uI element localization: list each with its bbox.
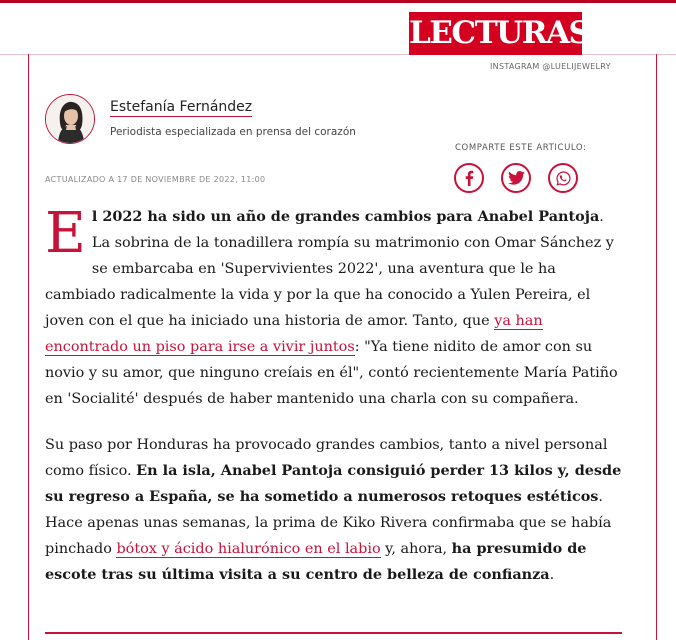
article-body xyxy=(45,201,625,608)
share-label: COMPARTE ESTE ARTICULO: xyxy=(455,143,587,153)
article-paragraph xyxy=(45,432,625,588)
updated-timestamp: ACTUALIZADO A 17 DE NOVIEMBRE DE 2022, 11:00 xyxy=(45,175,266,184)
author-role: Periodista especializada en prensa del corazón xyxy=(110,126,356,138)
article-text: . xyxy=(549,567,555,583)
content-border-right xyxy=(656,54,657,640)
article-paragraph xyxy=(45,201,625,412)
whatsapp-icon xyxy=(555,170,572,187)
content-border-left xyxy=(28,54,29,640)
photo-credit: INSTAGRAM @LUELIJEWELRY xyxy=(490,62,611,71)
article-text: . La sobrina de la tonadillera rompía su matrimonio con Omar Sánchez y se embarcaba en 'Supervivientes 2022', una aventura que le ha cambiado radicalmente la vida y por la que ha conocido a Yulen Pereira, el joven con el que ha iniciado una historia de amor. Tanto, que xyxy=(45,209,614,329)
facebook-icon xyxy=(462,170,476,186)
site-logo[interactable]: LECTURAS xyxy=(409,12,582,55)
article-bold-text: En la isla, Anabel Pantoja consiguió perder 13 kilos y, desde su regreso a España, se ha sometido a numerosos retoques estéticos xyxy=(45,462,622,505)
article-text: y, ahora, xyxy=(380,541,452,557)
share-twitter-button[interactable] xyxy=(501,163,531,193)
article-text: . Hace apenas unas semanas, la prima de Kiko Rivera confirmaba que se había pinchado xyxy=(45,489,612,557)
top-accent-rule xyxy=(0,0,676,3)
article-lead-bold: l 2022 ha sido un año de grandes cambios para Anabel Pantoja xyxy=(91,208,600,225)
share-whatsapp-button[interactable] xyxy=(548,163,578,193)
author-photo-icon xyxy=(46,95,95,144)
article-link-botox[interactable]: bótox y ácido hialurónico en el labio xyxy=(116,541,381,557)
twitter-icon xyxy=(508,171,525,185)
article-bold-text: ha presumido de escote tras su última visita a su centro de belleza de confianza xyxy=(45,540,587,583)
article-text: : "Ya tiene nidito de amor con su novio y su amor, que ninguno creíais en él", contó recientemente María Patiño en 'Socialité' después de haber mantenido una charla con su compañera. xyxy=(45,339,618,407)
author-name[interactable]: Estefanía Fernández xyxy=(110,99,253,115)
author-avatar[interactable] xyxy=(45,94,95,144)
dropcap: E xyxy=(45,201,86,266)
section-divider xyxy=(45,632,622,634)
article-text: Su paso por Honduras ha provocado grandes cambios, tanto a nivel personal como físico. xyxy=(45,437,608,479)
share-facebook-button[interactable] xyxy=(454,163,484,193)
article-link-piso[interactable]: ya han encontrado un piso para irse a vivir juntos xyxy=(45,313,543,355)
